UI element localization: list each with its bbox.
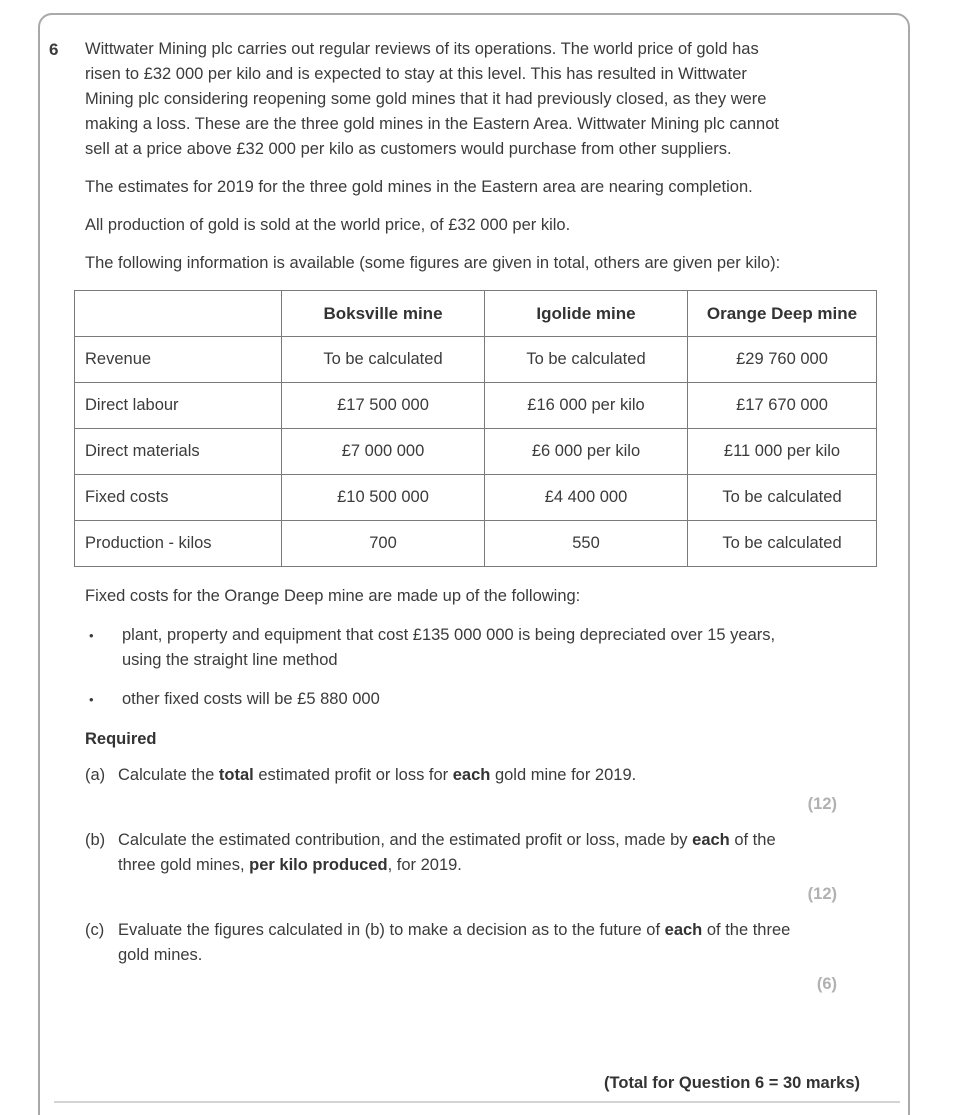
table-header-boksville: Boksville mine: [282, 291, 485, 337]
table-row-fixed-costs: [75, 475, 877, 521]
marks-part-b: (12): [807, 885, 837, 903]
intro-paragraph-4: The following information is available (some figures are given in total, others are given per kilo):: [85, 254, 781, 272]
question-part-a: [85, 763, 837, 788]
bullet-icon: •: [89, 628, 94, 643]
question-number: 6: [49, 40, 59, 59]
marks-part-a: (12): [807, 795, 837, 813]
cell-value: To be calculated: [688, 521, 877, 567]
bullet-text: other fixed costs will be £5 880 000: [122, 690, 380, 708]
question-row: [40, 15, 908, 997]
bullet-item-depreciation: [85, 623, 790, 673]
part-label: (c): [85, 921, 105, 939]
part-text: Calculate the estimated contribution, and the estimated profit or loss, made by each of the three gold mines, per kilo produced, for 2019.: [118, 831, 776, 874]
cell-value: £16 000 per kilo: [485, 383, 688, 429]
cell-value: £6 000 per kilo: [485, 429, 688, 475]
question-body: [85, 37, 858, 997]
table-header-empty: [75, 291, 282, 337]
part-label: (b): [85, 831, 106, 849]
cell-value: To be calculated: [485, 337, 688, 383]
cell-value: £11 000 per kilo: [688, 429, 877, 475]
required-heading: Required: [85, 730, 157, 748]
marks-part-c: (6): [816, 975, 837, 993]
cell-value: £17 670 000: [688, 383, 877, 429]
bullet-item-other-fixed-costs: [85, 687, 790, 712]
row-label: Revenue: [75, 337, 282, 383]
cell-value: £10 500 000: [282, 475, 485, 521]
cell-value: 700: [282, 521, 485, 567]
bullet-text: plant, property and equipment that cost £135 000 000 is being depreciated over 15 years, using the straight line method: [122, 626, 776, 669]
table-header-igolide: Igolide mine: [485, 291, 688, 337]
table-row-revenue: [75, 337, 877, 383]
divider: [54, 1101, 900, 1103]
intro-paragraph-1: Wittwater Mining plc carries out regular reviews of its operations. The world price of gold has risen to £32 000 per kilo and is expected to stay at this level. This has resulted in Wittwater Mining plc considering reopening some gold mines that it had previously closed, as they were making a loss. These are the three gold mines in the Eastern Area. Wittwater Mining plc cannot sell at a price above £32 000 per kilo as customers would purchase from other suppliers.: [85, 40, 779, 158]
part-label: (a): [85, 766, 106, 784]
cell-value: £7 000 000: [282, 429, 485, 475]
cell-value: 550: [485, 521, 688, 567]
row-label: Production - kilos: [75, 521, 282, 567]
bullet-icon: •: [89, 692, 94, 707]
question-box: [38, 13, 910, 1115]
table-row-direct-materials: [75, 429, 877, 475]
cell-value: To be calculated: [688, 475, 877, 521]
question-part-b: [85, 828, 837, 878]
row-label: Direct labour: [75, 383, 282, 429]
table-row-direct-labour: [75, 383, 877, 429]
table-row-production-kilos: [75, 521, 877, 567]
fixed-costs-note: Fixed costs for the Orange Deep mine are made up of the following:: [85, 587, 581, 605]
question-part-c: [85, 918, 837, 968]
mines-data-table: [74, 290, 877, 567]
cell-value: To be calculated: [282, 337, 485, 383]
part-text: Calculate the total estimated profit or loss for each gold mine for 2019.: [118, 766, 637, 784]
cell-value: £4 400 000: [485, 475, 688, 521]
row-label: Direct materials: [75, 429, 282, 475]
part-text: Evaluate the figures calculated in (b) to make a decision as to the future of each of the three gold mines.: [118, 921, 791, 964]
table-header-orange-deep: Orange Deep mine: [688, 291, 877, 337]
table-header-row: [75, 291, 877, 337]
cell-value: £17 500 000: [282, 383, 485, 429]
intro-paragraph-3: All production of gold is sold at the world price, of £32 000 per kilo.: [85, 216, 571, 234]
cell-value: £29 760 000: [688, 337, 877, 383]
intro-paragraph-2: The estimates for 2019 for the three gold mines in the Eastern area are nearing completion.: [85, 178, 753, 196]
row-label: Fixed costs: [75, 475, 282, 521]
question-total-marks: (Total for Question 6 = 30 marks): [604, 1074, 860, 1092]
